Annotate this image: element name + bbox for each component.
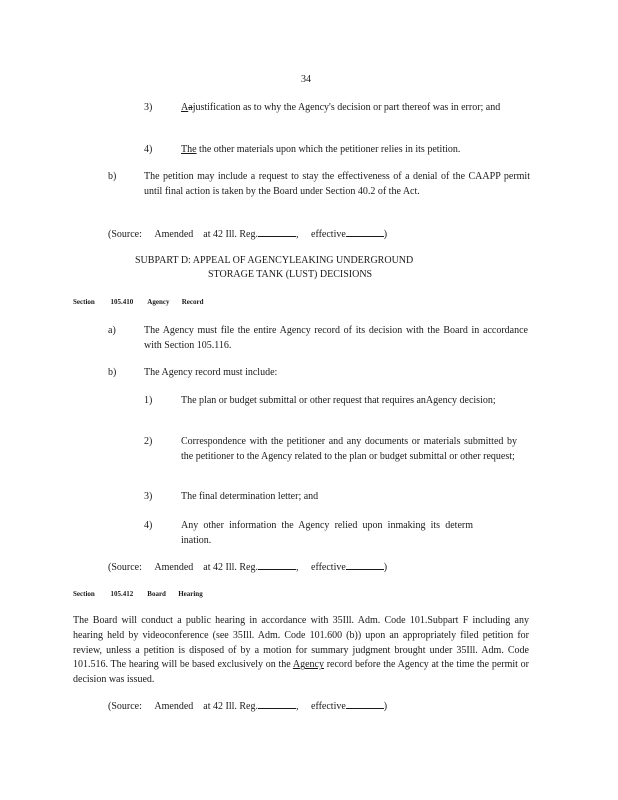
- sec410-a-marker: a): [108, 325, 116, 336]
- sec410-b1-text: The plan or budget submittal or other request that requires anAgency decision;: [181, 395, 496, 406]
- sec410-b3-marker: 3): [144, 491, 153, 502]
- item-b-marker: b): [108, 171, 117, 182]
- inserted-text: Agency: [292, 659, 324, 671]
- sec410-b-text: The Agency record must include:: [144, 367, 278, 378]
- item-b-text: The petition may include a request to stay the effectiveness of a denial of the CAAPP permit until final action is taken by the Board under Section 40.2 of the Act.: [144, 171, 530, 197]
- item-4-text: The the other materials upon which the petitioner relies in its petition.: [181, 144, 461, 155]
- section-105-410-heading: Section 105.410 Agency Record: [73, 298, 204, 306]
- item-3-marker: 3): [144, 102, 153, 113]
- subpart-heading-line-1: SUBPART D: APPEAL OF AGENCYLEAKING UNDERGROUND: [135, 255, 414, 266]
- inserted-text: The: [181, 144, 197, 155]
- sec410-b4-marker: 4): [144, 520, 153, 531]
- sec412-body: The Board will conduct a public hearing in accordance with 35Ill. Adm. Code 101.Subpart F including any hearing held by videoconference (see 35Ill. Adm. Code 101.600 (b)) upon an appropriately filed petition for review, unless a petition is disposed of by a motion for summary judgment brought under 35Ill. Adm. Code 101.516. The hearing will be based exclusively on the Agency record before the Agency at the time the permit or decision was issued.: [73, 615, 529, 686]
- sec410-b2-marker: 2): [144, 436, 153, 447]
- subpart-heading-line-2: STORAGE TANK (LUST) DECISIONS: [208, 269, 373, 280]
- page-number: 34: [301, 74, 311, 85]
- source-note-3: (Source: Amended at 42 Ill. Reg. , effective ): [108, 701, 388, 712]
- inserted-text: A: [181, 102, 189, 113]
- sec410-b2-text: Correspondence with the petitioner and any documents or materials submitted by the petitioner to the Agency related to the plan or budget submittal or other request;: [181, 436, 517, 462]
- item-4-marker: 4): [144, 144, 153, 155]
- deleted-text: a: [188, 102, 193, 113]
- item-3-text: Aajustification as to why the Agency's decision or part thereof was in error; and: [181, 102, 501, 113]
- sec410-a-text: The Agency must file the entire Agency record of its decision with the Board in accordance with Section 105.116.: [144, 325, 528, 351]
- sec410-b4-text: Any other information the Agency relied upon inmaking its determ ination.: [181, 520, 473, 546]
- source-note-2: (Source: Amended at 42 Ill. Reg. , effective ): [108, 562, 388, 573]
- source-note-1: (Source: Amended at 42 Ill. Reg. , effective ): [108, 229, 388, 240]
- section-105-412-heading: Section 105.412 Board Hearing: [73, 590, 203, 598]
- sec410-b3-text: The final determination letter; and: [181, 491, 319, 502]
- sec410-b-marker: b): [108, 367, 117, 378]
- sec410-b1-marker: 1): [144, 395, 153, 406]
